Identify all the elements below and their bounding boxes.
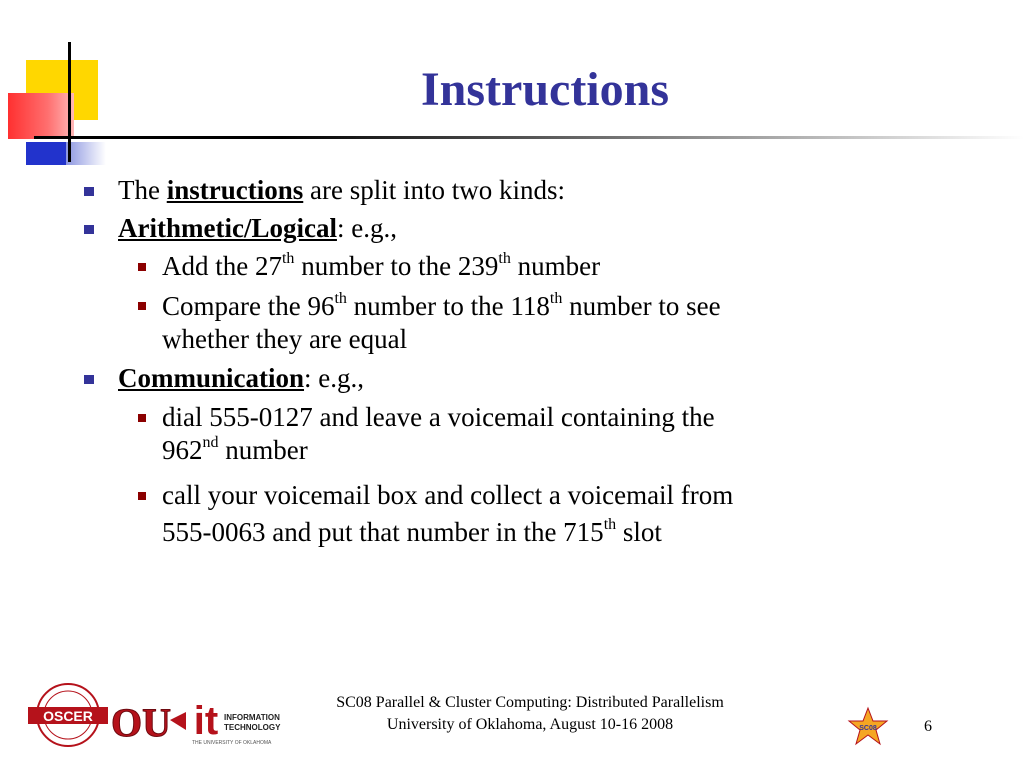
- sub-bullet-add: Add the 27th number to the 239th number: [162, 250, 601, 281]
- slide-footer: [270, 692, 790, 736]
- decor-blue-fade: [66, 142, 106, 165]
- sub-bullet-call: call your voicemail box and collect a voicemail from: [162, 480, 734, 510]
- bullet-communication: Communication: e.g.,: [118, 363, 365, 393]
- page-number: 6: [924, 718, 932, 735]
- sub-bullet-dial-line2: 962nd number: [162, 434, 308, 465]
- footer-line-2: University of Oklahoma, August 10-16 2008: [386, 716, 674, 733]
- svg-text:it: it: [193, 699, 219, 743]
- oscer-logo-text: OSCER: [43, 708, 93, 724]
- sub-bullet-compare: Compare the 96th number to the 118th number to see: [162, 290, 721, 321]
- keyword-communication: Communication: [118, 363, 305, 393]
- sub-bullet-call-line2: 555-0063 and put that number in the 715th slot: [162, 516, 662, 547]
- bullet-marker: [84, 187, 94, 196]
- svg-text:INFORMATION: INFORMATION: [224, 713, 280, 722]
- it-logo-mark: [170, 712, 186, 730]
- bullet-marker: [84, 225, 94, 234]
- sub-bullet-marker: [138, 492, 146, 500]
- svg-text:SC08: SC08: [859, 725, 877, 732]
- ou-logo: [111, 686, 171, 748]
- bullet-instructions: The instructions are split into two kinds:: [118, 175, 565, 205]
- svg-text:THE UNIVERSITY OF OKLAHOMA: THE UNIVERSITY OF OKLAHOMA: [192, 740, 272, 746]
- decor-vertical-rule: [68, 42, 71, 162]
- decor-blue-square: [26, 142, 66, 165]
- sub-bullet-dial: dial 555-0127 and leave a voicemail containing the: [162, 402, 715, 432]
- svg-text:TECHNOLOGY: TECHNOLOGY: [224, 723, 281, 732]
- sub-bullet-marker: [138, 263, 146, 271]
- decor-red-square: [8, 93, 74, 139]
- bullet-marker: [84, 375, 94, 384]
- ou-logo-text: OU: [111, 700, 171, 745]
- footer-line-1: SC08 Parallel & Cluster Computing: Distributed Parallelism: [336, 694, 724, 711]
- sc08-logo: [846, 706, 890, 746]
- sub-bullet-marker: [138, 414, 146, 422]
- oscer-logo: [22, 682, 114, 748]
- sub-bullet-marker: [138, 302, 146, 310]
- sub-bullet-compare-line2: whether they are equal: [162, 324, 408, 354]
- bullet-arithmetic-logical: Arithmetic/Logical: e.g.,: [118, 213, 397, 243]
- keyword-instructions: instructions: [166, 175, 304, 205]
- keyword-arithmetic-logical: Arithmetic/Logical: [118, 213, 337, 243]
- title-underline-rule: [34, 136, 1024, 139]
- slide-title: Instructions: [420, 63, 670, 116]
